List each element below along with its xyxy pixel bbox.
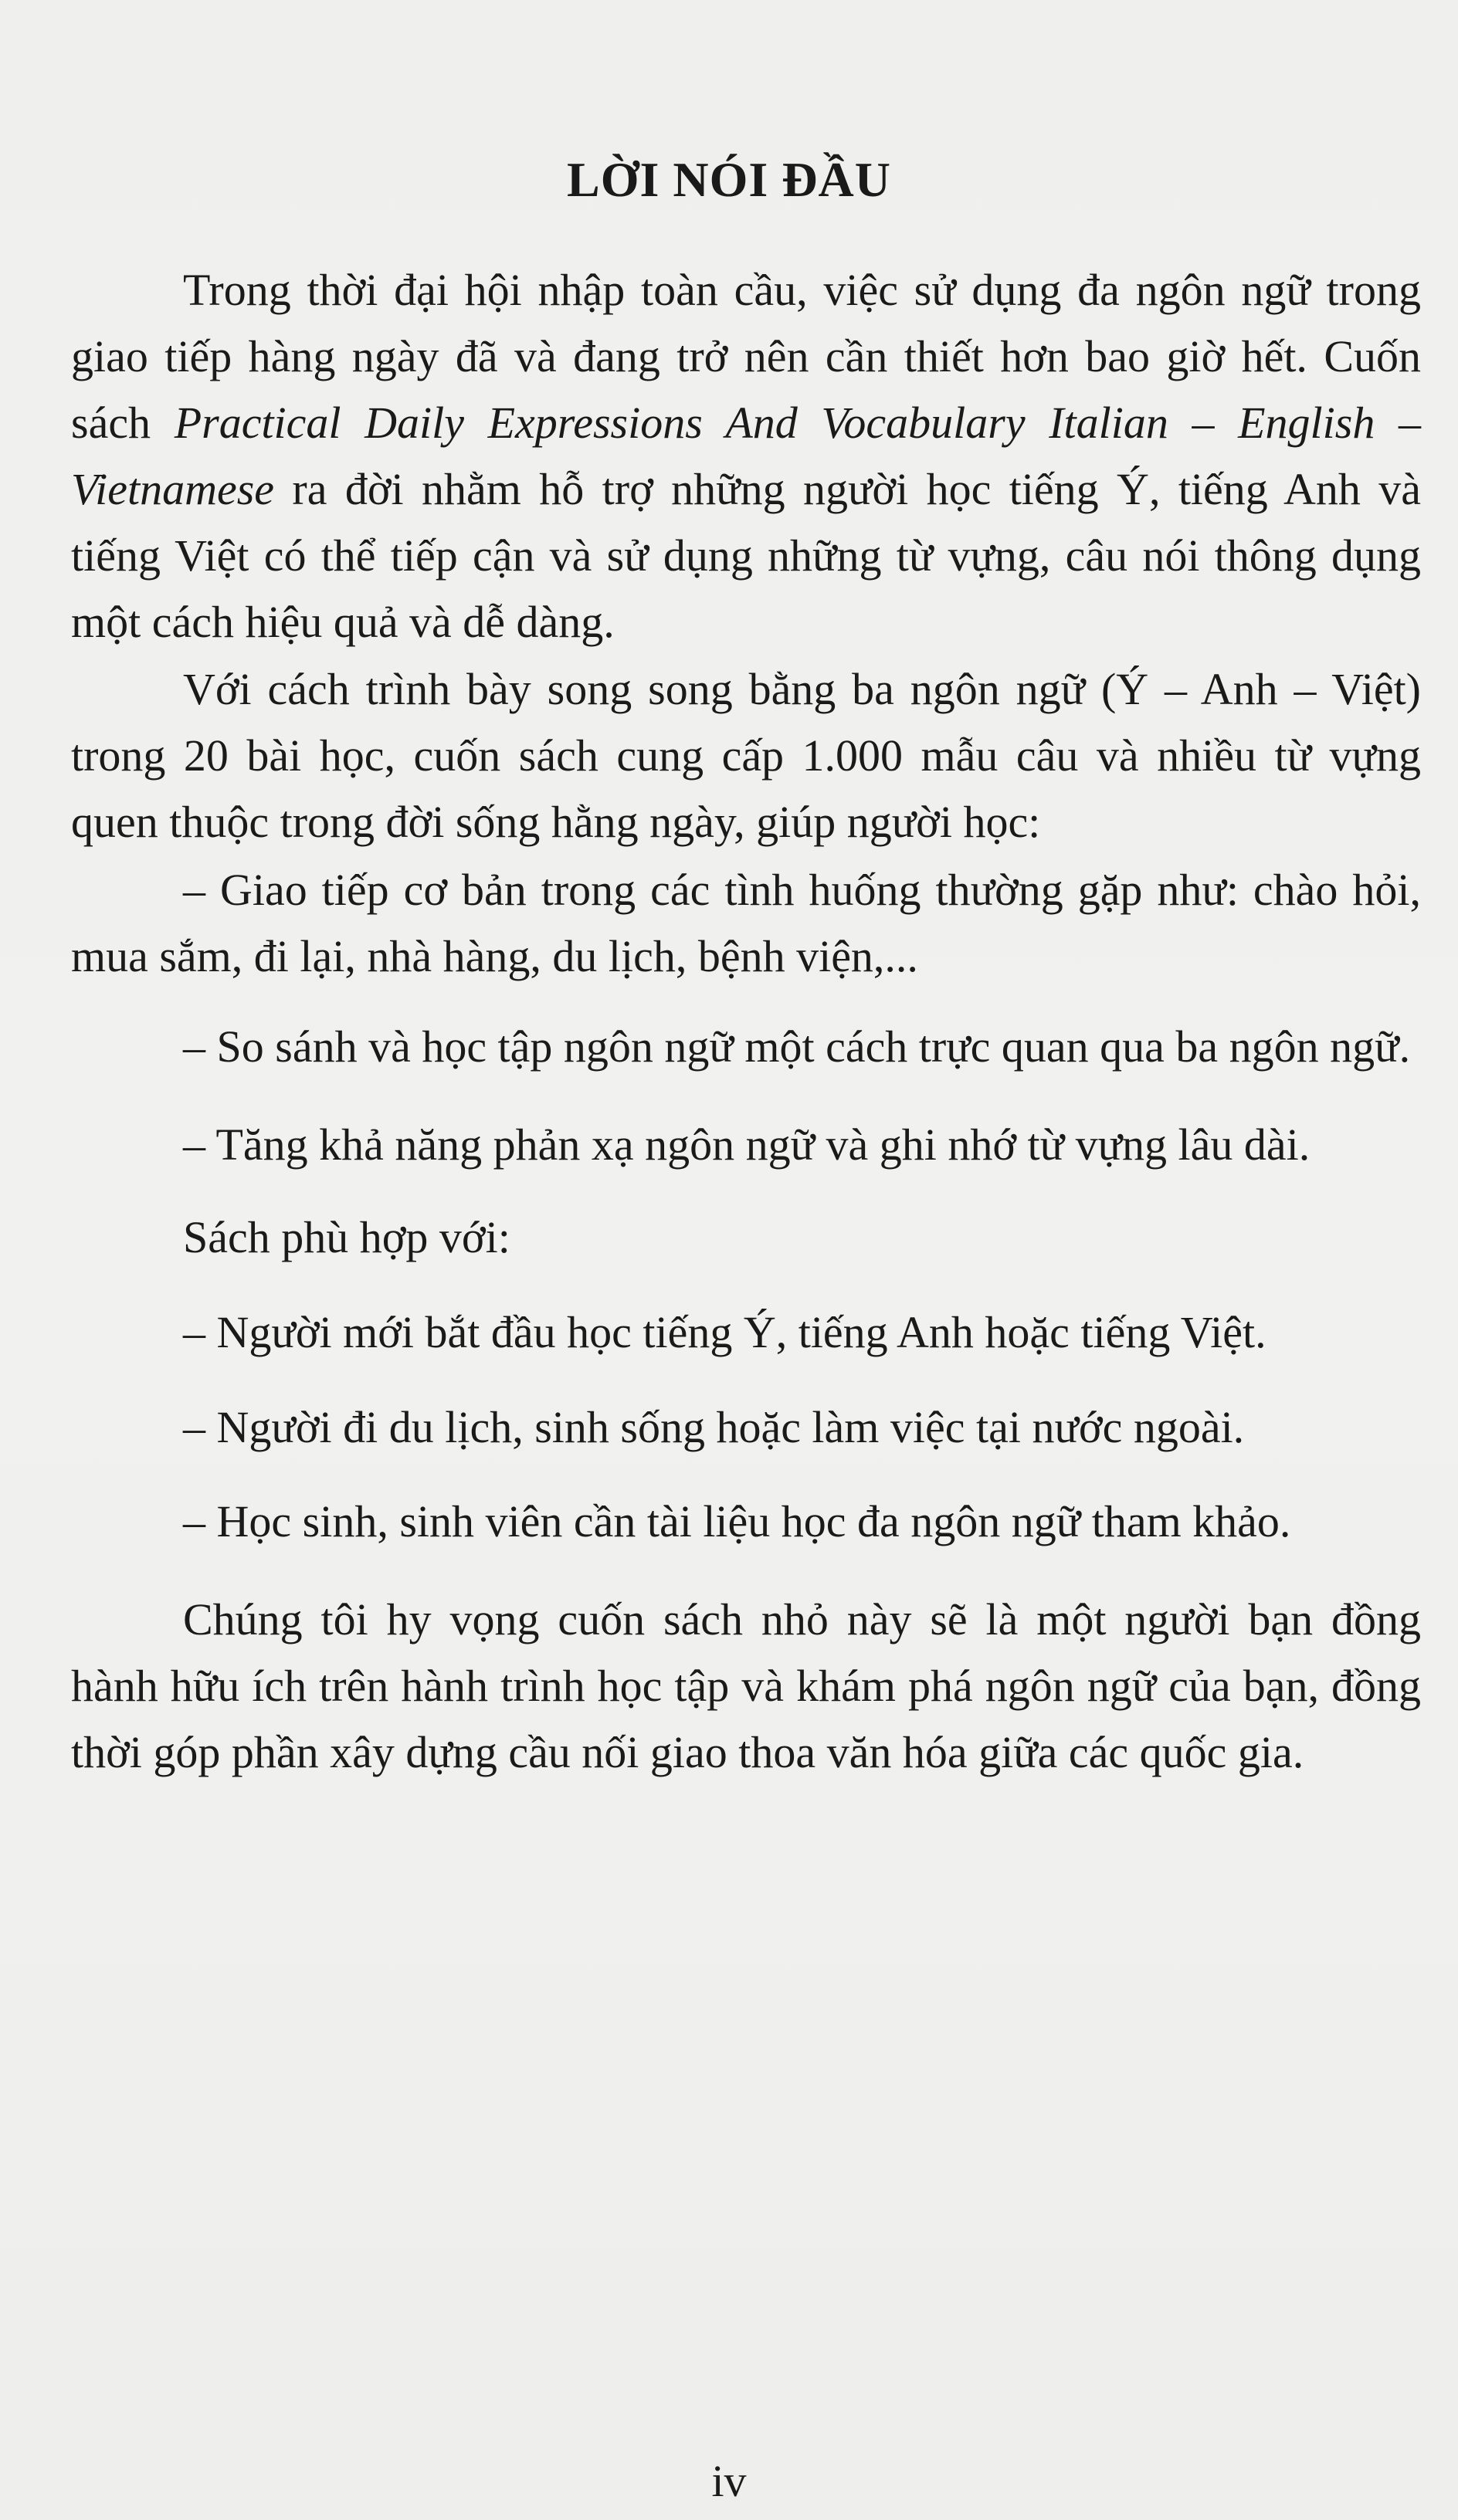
format-text: Với cách trình bày song song bằng ba ngôn ngữ (Ý – Anh – Việt) trong 20 bài học, cuốn sách cung cấp 1.000 mẫu câu và nhiều từ vựng quen thuộc trong đời sống hằng ngày, giúp người học: <box>71 664 1421 847</box>
closing-text: Chúng tôi hy vọng cuốn sách nhỏ này sẽ là một người bạn đồng hành hữu ích trên hành trình học tập và khám phá ngôn ngữ của bạn, đồng thời góp phần xây dựng cầu nối giao thoa văn hóa giữa các quốc gia. <box>71 1594 1421 1777</box>
suitable-heading <box>71 1204 1421 1271</box>
audience-list-1 <box>71 1299 1421 1366</box>
list-item: – So sánh và học tập ngôn ngữ một cách trực quan qua ba ngôn ngữ. <box>183 1021 1411 1072</box>
list-item: – Học sinh, sinh viên cần tài liệu học đa ngôn ngữ tham khảo. <box>183 1496 1291 1546</box>
closing-paragraph <box>71 1587 1421 1786</box>
suitable-heading-text: Sách phù hợp với: <box>183 1212 510 1262</box>
page-number: iv <box>711 2456 747 2506</box>
list-item: – Giao tiếp cơ bản trong các tình huống thường gặp như: chào hỏi, mua sắm, đi lại, nhà hàng, du lịch, bệnh viện,... <box>71 865 1421 981</box>
list-item: – Người mới bắt đầu học tiếng Ý, tiếng Anh hoặc tiếng Việt. <box>183 1307 1266 1357</box>
list-item: – Người đi du lịch, sinh sống hoặc làm việc tại nước ngoài. <box>183 1402 1245 1452</box>
intro-paragraph <box>71 257 1421 655</box>
benefits-list-3 <box>71 1112 1421 1178</box>
list-item: – Tăng khả năng phản xạ ngôn ngữ và ghi nhớ từ vựng lâu dài. <box>183 1119 1311 1170</box>
benefits-list-2 <box>71 1014 1421 1080</box>
audience-list-2 <box>71 1394 1421 1461</box>
intro-after-title: ra đời nhằm hỗ trợ những người học tiếng Ý, tiếng Anh và tiếng Việt có thể tiếp cận và sử dụng những từ vựng, câu nói thông dụng một cách hiệu quả và dễ dàng. <box>71 464 1421 647</box>
audience-list-3 <box>71 1489 1421 1555</box>
page-title: LỜI NÓI ĐẦU <box>567 152 891 207</box>
book-title: Practical Daily Expressions And Vocabulary Italian – English – Vietnamese <box>71 398 1421 514</box>
intro-text <box>71 257 1421 655</box>
intro-before-title: Trong thời đại hội nhập toàn cầu, việc sử dụng đa ngôn ngữ trong giao tiếp hàng ngày đã và đang trở nên cần thiết hơn bao giờ hết. Cuốn sách <box>71 265 1421 448</box>
format-paragraph <box>71 656 1421 855</box>
benefits-list <box>71 857 1421 990</box>
